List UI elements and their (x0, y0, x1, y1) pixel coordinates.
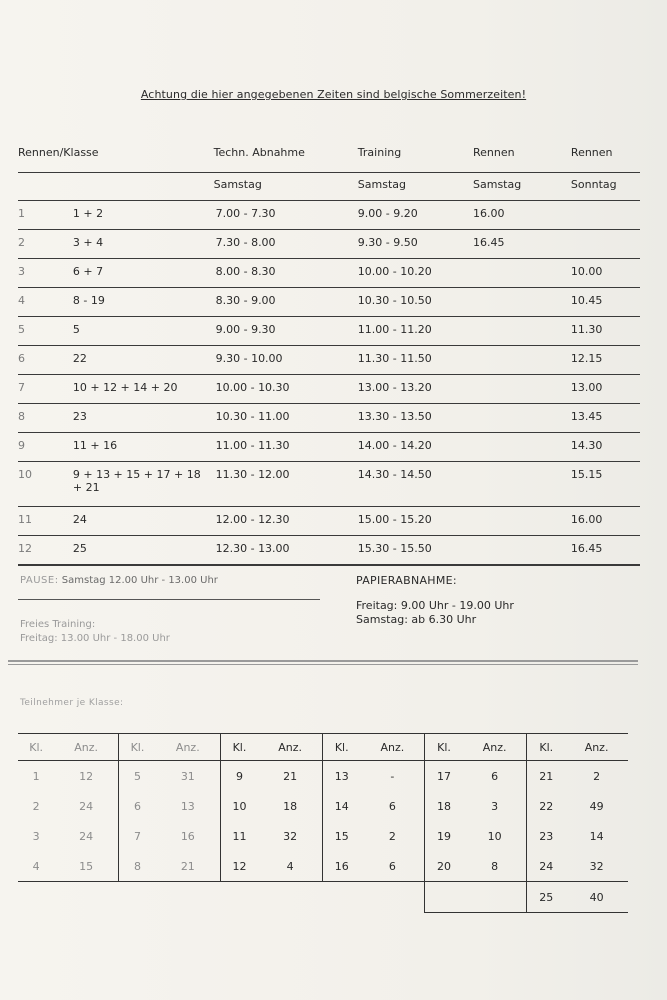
schedule-row (18, 433, 640, 462)
class-count: 15 (54, 851, 118, 882)
race-number-text: 1 (18, 207, 25, 220)
race-time-sonntag-text: 11.30 (570, 323, 603, 336)
race-classes-cont: + 21 (72, 481, 100, 494)
class-number: 15 (322, 821, 360, 851)
class-count: 32 (565, 851, 628, 882)
class-count: 49 (589, 799, 604, 813)
papierabnahme-title: PAPIERABNAHME: (356, 574, 457, 587)
class-count: 6 (361, 851, 425, 882)
techn-abnahme-time-text: 9.00 - 9.30 (215, 323, 276, 336)
anz-header: Anz. (463, 734, 527, 761)
class-number: 1 (18, 761, 54, 792)
techn-abnahme-time-text: 9.30 - 10.00 (215, 352, 283, 365)
class-number: 10 (220, 791, 258, 821)
class-number: 3 (32, 829, 40, 843)
header-rennen-sa: Rennen (473, 146, 515, 159)
class-count: 24 (79, 799, 94, 813)
race-time-sonntag (571, 375, 640, 404)
race-number-text: 10 (18, 468, 32, 481)
schedule-row (18, 507, 640, 536)
race-time-samstag (473, 462, 571, 507)
training-time-text: 9.00 - 9.20 (357, 207, 418, 220)
race-classes-text: 10 + 12 + 14 + 20 (72, 381, 178, 394)
class-number: 22 (527, 791, 565, 821)
race-time-sonntag-text: 12.15 (570, 352, 603, 365)
class-number: 21 (527, 761, 565, 792)
race-number (18, 536, 73, 566)
race-classes (73, 433, 204, 462)
race-time-sonntag-text: 10.00 (570, 265, 603, 278)
kl-header: Kl. (220, 734, 258, 761)
class-number: 23 (527, 821, 565, 851)
class-number: 5 (118, 761, 156, 792)
header-rennen-klasse: Rennen/Klasse (18, 146, 99, 159)
training-time-text: 15.00 - 15.20 (357, 513, 432, 526)
header-techn-abnahme: Techn. Abnahme (213, 146, 305, 159)
training-time-text: 14.30 - 14.50 (357, 468, 432, 481)
anz-header: Anz. (565, 734, 628, 761)
race-classes (73, 201, 204, 230)
teilnehmer-title: Teilnehmer je Klasse: (20, 698, 124, 708)
race-number-text: 7 (18, 381, 25, 394)
divider (18, 599, 320, 600)
class-count: 4 (258, 851, 322, 882)
race-number-text: 2 (18, 236, 25, 249)
techn-abnahme-time (204, 507, 358, 536)
race-classes-text: 24 (72, 513, 87, 526)
class-count: 8 (463, 851, 527, 882)
participants-row (18, 882, 628, 913)
subheader-rennen-so-day: Sonntag (571, 173, 640, 201)
training-time-text: 10.30 - 10.50 (357, 294, 432, 307)
class-number: 9 (220, 761, 258, 792)
race-time-samstag-text: 16.00 (473, 207, 505, 220)
race-time-sonntag (571, 288, 640, 317)
participants-header-row (18, 734, 628, 761)
papierabnahme-line1: Freitag: 9.00 Uhr - 19.00 Uhr (356, 599, 514, 612)
training-time-text: 15.30 - 15.50 (357, 542, 432, 555)
class-number: 7 (118, 821, 156, 851)
schedule-row (18, 462, 640, 507)
training-time-text: 9.30 - 9.50 (357, 236, 418, 249)
techn-abnahme-time (204, 536, 358, 566)
class-count: 18 (283, 799, 298, 813)
papierabnahme-block (356, 574, 514, 627)
training-time-text: 11.30 - 11.50 (357, 352, 432, 365)
race-classes (73, 536, 204, 566)
papierabnahme-line2: Samstag: ab 6.30 Uhr (356, 613, 477, 626)
race-classes (73, 288, 204, 317)
class-number: 12 (220, 851, 258, 882)
anz-header: Anz. (54, 734, 118, 761)
class-number: 16 (322, 851, 360, 882)
race-number (18, 507, 73, 536)
participants-row (18, 821, 628, 851)
race-time-samstag (473, 346, 571, 375)
schedule-row (18, 230, 640, 259)
subheader-rennen-sa-day: Samstag (473, 173, 571, 201)
empty-cell (361, 882, 425, 913)
schedule-row (18, 288, 640, 317)
class-count: 16 (180, 829, 195, 843)
race-number (18, 462, 73, 507)
training-time (358, 507, 473, 536)
pause-text: Samstag 12.00 Uhr - 13.00 Uhr (61, 575, 218, 586)
race-time-samstag (473, 507, 571, 536)
class-number: 24 (527, 851, 565, 882)
training-time (358, 433, 473, 462)
race-classes-text: 3 + 4 (72, 236, 104, 249)
freies-training-label: Freies Training: (20, 619, 96, 630)
techn-abnahme-time-text: 11.00 - 11.30 (215, 439, 290, 452)
class-number: 19 (425, 821, 463, 851)
kl-header: Kl. (425, 734, 463, 761)
techn-abnahme-time-text: 7.00 - 7.30 (215, 207, 276, 220)
empty-cell (18, 882, 54, 913)
anz-header: Anz. (156, 734, 220, 761)
class-number: 6 (118, 791, 156, 821)
empty-cell (118, 882, 156, 913)
race-number (18, 433, 73, 462)
race-number (18, 201, 73, 230)
race-time-samstag (473, 230, 571, 259)
schedule-row (18, 317, 640, 346)
training-time (358, 201, 473, 230)
training-time (358, 230, 473, 259)
kl-header: Kl. (18, 734, 54, 761)
subheader-training-day: Samstag (358, 173, 473, 201)
techn-abnahme-time (204, 346, 358, 375)
techn-abnahme-time (204, 201, 358, 230)
techn-abnahme-time (204, 375, 358, 404)
kl-header: Kl. (322, 734, 360, 761)
class-number: 14 (322, 791, 360, 821)
techn-abnahme-time (204, 259, 358, 288)
training-time-text: 13.30 - 13.50 (357, 410, 432, 423)
training-time (358, 346, 473, 375)
techn-abnahme-time-text: 11.30 - 12.00 (215, 468, 290, 481)
techn-abnahme-time-text: 7.30 - 8.00 (215, 236, 276, 249)
race-classes (73, 462, 204, 507)
race-time-sonntag-text: 10.45 (570, 294, 603, 307)
techn-abnahme-time-text: 10.30 - 11.00 (215, 410, 290, 423)
race-classes (73, 230, 204, 259)
double-divider-top (8, 660, 638, 662)
race-time-sonntag (571, 404, 640, 433)
race-time-samstag (473, 433, 571, 462)
class-count: 2 (388, 829, 396, 843)
race-classes (73, 507, 204, 536)
pause-note (20, 575, 218, 586)
class-number: 25 (527, 882, 565, 913)
summer-time-notice: Achtung die hier angegebenen Zeiten sind belgische Sommerzeiten! (140, 88, 527, 101)
techn-abnahme-time (204, 230, 358, 259)
race-time-sonntag (571, 201, 640, 230)
empty-cell (54, 882, 118, 913)
race-time-samstag-text: 16.45 (473, 236, 505, 249)
class-count: 24 (79, 829, 94, 843)
freies-training-text: Freitag: 13.00 Uhr - 18.00 Uhr (20, 633, 170, 644)
race-number-text: 4 (18, 294, 25, 307)
class-number: 11 (220, 821, 258, 851)
race-classes-text: 11 + 16 (72, 439, 118, 452)
race-time-samstag (473, 536, 571, 566)
race-classes-text: 23 (72, 410, 87, 423)
race-number-text: 11 (18, 513, 32, 526)
race-time-samstag (473, 259, 571, 288)
schedule-subheader-row (18, 173, 640, 201)
training-time (358, 259, 473, 288)
techn-abnahme-time (204, 317, 358, 346)
class-count: 14 (589, 829, 604, 843)
class-number: 13 (322, 761, 360, 792)
header-rennen-so: Rennen (570, 146, 613, 159)
schedule-row (18, 259, 640, 288)
race-classes-text: 5 (72, 323, 80, 336)
race-time-samstag (473, 288, 571, 317)
race-time-samstag (473, 201, 571, 230)
training-time-text: 10.00 - 10.20 (357, 265, 432, 278)
race-number (18, 230, 73, 259)
class-count: 12 (54, 761, 118, 792)
empty-cell (425, 882, 463, 913)
race-classes-text: 9 + 13 + 15 + 17 + 18 (72, 468, 201, 481)
race-number-text: 8 (18, 410, 25, 423)
race-classes-text: 22 (72, 352, 87, 365)
pause-label: PAUSE: (20, 575, 59, 586)
empty-cell (258, 882, 322, 913)
training-time-text: 14.00 - 14.20 (357, 439, 432, 452)
schedule-row (18, 375, 640, 404)
race-time-sonntag (571, 230, 640, 259)
techn-abnahme-time-text: 8.00 - 8.30 (215, 265, 276, 278)
race-number (18, 404, 73, 433)
race-number-text: 6 (18, 352, 25, 365)
class-number: 18 (425, 791, 463, 821)
race-number (18, 259, 73, 288)
class-count: 32 (283, 829, 298, 843)
race-classes (73, 375, 204, 404)
class-number: 4 (18, 851, 54, 882)
race-classes-text: 6 + 7 (72, 265, 104, 278)
class-count: 31 (156, 761, 220, 792)
race-number (18, 375, 73, 404)
techn-abnahme-time (204, 404, 358, 433)
race-time-sonntag (571, 536, 640, 566)
empty-cell (322, 882, 360, 913)
class-count: 2 (565, 761, 628, 792)
race-time-sonntag-text: 16.45 (570, 542, 603, 555)
class-count: 6 (388, 799, 396, 813)
race-number-text: 3 (18, 265, 25, 278)
class-number: 20 (425, 851, 463, 882)
race-time-samstag (473, 404, 571, 433)
class-count: - (361, 761, 425, 792)
race-classes (73, 404, 204, 433)
kl-header: Kl. (118, 734, 156, 761)
race-time-sonntag (571, 433, 640, 462)
training-time-text: 13.00 - 13.20 (357, 381, 432, 394)
class-number: 8 (118, 851, 156, 882)
race-time-sonntag-text: 16.00 (570, 513, 603, 526)
schedule-row (18, 404, 640, 433)
class-count: 13 (180, 799, 195, 813)
race-classes (73, 317, 204, 346)
race-time-sonntag-text: 13.00 (570, 381, 603, 394)
schedule-row (18, 201, 640, 230)
race-number (18, 317, 73, 346)
race-time-sonntag (571, 317, 640, 346)
techn-abnahme-time-text: 12.30 - 13.00 (215, 542, 290, 555)
training-time-text: 11.00 - 11.20 (357, 323, 432, 336)
race-number-text: 9 (18, 439, 25, 452)
race-classes (73, 259, 204, 288)
race-classes (73, 346, 204, 375)
race-time-sonntag-text: 15.15 (570, 468, 603, 481)
anz-header: Anz. (361, 734, 425, 761)
race-time-sonntag (571, 346, 640, 375)
class-count: 40 (565, 882, 628, 913)
class-number: 2 (32, 799, 40, 813)
schedule-header-row (18, 142, 640, 173)
class-count: 21 (258, 761, 322, 792)
race-classes-text: 1 + 2 (72, 207, 104, 220)
class-number: 17 (425, 761, 463, 792)
training-time (358, 288, 473, 317)
race-number-text: 12 (18, 542, 32, 555)
techn-abnahme-time-text: 8.30 - 9.00 (215, 294, 276, 307)
race-time-sonntag-text: 14.30 (570, 439, 603, 452)
race-classes-text: 8 - 19 (72, 294, 105, 307)
subheader-abnahme-day: Samstag (204, 173, 358, 201)
training-time (358, 462, 473, 507)
race-time-sonntag (571, 462, 640, 507)
training-time (358, 375, 473, 404)
race-classes-text: 25 (72, 542, 87, 555)
class-count: 3 (491, 799, 499, 813)
techn-abnahme-time-text: 12.00 - 12.30 (215, 513, 290, 526)
class-count: 6 (463, 761, 527, 792)
empty-cell (156, 882, 220, 913)
participants-row (18, 761, 628, 792)
race-number-text: 5 (18, 323, 25, 336)
race-time-samstag (473, 317, 571, 346)
anz-header: Anz. (258, 734, 322, 761)
empty-cell (220, 882, 258, 913)
empty-cell (463, 882, 527, 913)
training-time (358, 317, 473, 346)
header-training: Training (357, 146, 402, 159)
participants-row (18, 851, 628, 882)
participants-row (18, 791, 628, 821)
training-time (358, 404, 473, 433)
race-time-sonntag-text: 13.45 (570, 410, 603, 423)
freies-training-note (20, 618, 170, 646)
schedule-row (18, 346, 640, 375)
race-number (18, 346, 73, 375)
race-time-sonntag (571, 507, 640, 536)
race-time-sonntag (571, 259, 640, 288)
schedule-row (18, 536, 640, 566)
techn-abnahme-time (204, 462, 358, 507)
techn-abnahme-time (204, 288, 358, 317)
class-count: 10 (487, 829, 502, 843)
class-count: 21 (156, 851, 220, 882)
kl-header: Kl. (527, 734, 565, 761)
training-time (358, 536, 473, 566)
participants-per-class-table (18, 733, 628, 913)
techn-abnahme-time-text: 10.00 - 10.30 (215, 381, 290, 394)
race-time-samstag (473, 375, 571, 404)
race-schedule-table (18, 142, 640, 566)
race-number (18, 288, 73, 317)
double-divider-bottom (8, 664, 638, 665)
techn-abnahme-time (204, 433, 358, 462)
